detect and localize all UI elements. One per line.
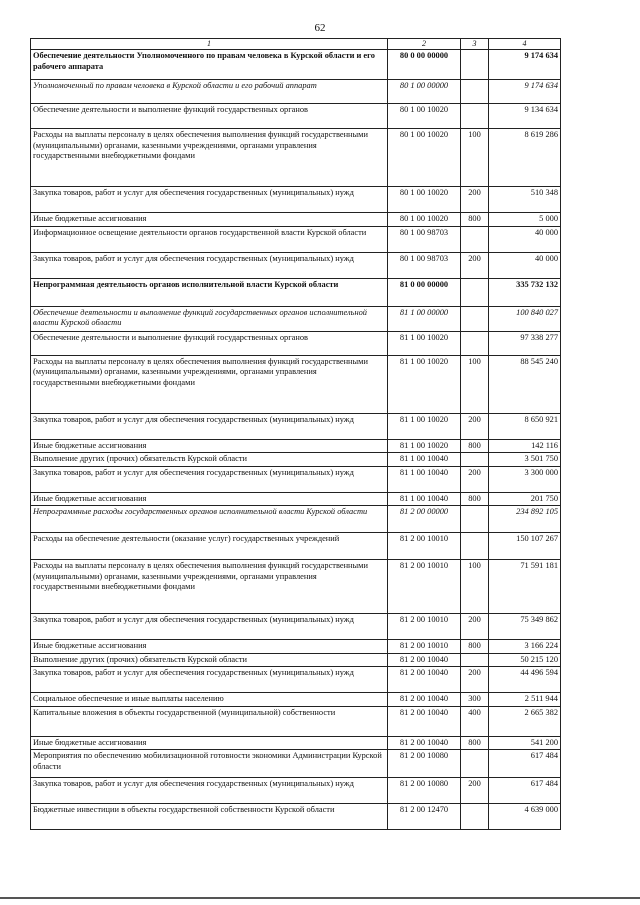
table-row — [31, 278, 561, 306]
row-code-cell: 81 1 00 10020 — [388, 413, 461, 439]
row-expense-type-cell — [461, 278, 489, 306]
row-name-cell: Обеспечение деятельности и выполнение функций государственных органов исполнительной власти Курской области — [31, 306, 388, 331]
row-code-cell: 81 1 00 10040 — [388, 492, 461, 506]
row-code-cell: 81 2 00 10010 — [388, 640, 461, 654]
row-amount-cell: 8 650 921 — [489, 413, 561, 439]
row-name-cell: Закупка товаров, работ и услуг для обеспечения государственных (муниципальных) нужд — [31, 187, 388, 213]
row-name-cell: Иные бюджетные ассигнования — [31, 640, 388, 654]
row-code-cell: 81 1 00 10040 — [388, 466, 461, 492]
row-amount-cell: 100 840 027 — [489, 306, 561, 331]
header-col-2: 2 — [388, 39, 461, 50]
row-expense-type-cell: 200 — [461, 413, 489, 439]
row-amount-cell: 5 000 — [489, 213, 561, 227]
row-expense-type-cell — [461, 50, 489, 80]
row-expense-type-cell — [461, 104, 489, 129]
row-expense-type-cell: 800 — [461, 492, 489, 506]
row-name-cell: Непрограммные расходы государственных органов исполнительной власти Курской области — [31, 506, 388, 533]
row-expense-type-cell: 800 — [461, 439, 489, 453]
row-name-cell: Капитальные вложения в объекты государственной (муниципальной) собственности — [31, 706, 388, 736]
row-amount-cell: 2 511 944 — [489, 693, 561, 707]
table-row — [31, 667, 561, 693]
table-row — [31, 80, 561, 104]
row-amount-cell: 335 732 132 — [489, 278, 561, 306]
budget-table — [30, 38, 561, 830]
table-row — [31, 560, 561, 614]
table-header-row — [31, 39, 561, 50]
row-amount-cell: 617 484 — [489, 778, 561, 804]
row-name-cell: Социальное обеспечение и иные выплаты населению — [31, 693, 388, 707]
row-code-cell: 81 2 00 10010 — [388, 533, 461, 560]
row-code-cell: 81 2 00 12470 — [388, 804, 461, 830]
table-row — [31, 104, 561, 129]
row-code-cell: 80 1 00 10020 — [388, 104, 461, 129]
row-amount-cell: 75 349 862 — [489, 614, 561, 640]
row-amount-cell: 9 134 634 — [489, 104, 561, 129]
row-expense-type-cell: 200 — [461, 667, 489, 693]
row-amount-cell: 8 619 286 — [489, 129, 561, 187]
table-row — [31, 306, 561, 331]
table-row — [31, 213, 561, 227]
row-expense-type-cell — [461, 226, 489, 252]
row-name-cell: Выполнение других (прочих) обязательств Курской области — [31, 453, 388, 467]
row-amount-cell: 234 892 105 — [489, 506, 561, 533]
row-code-cell: 80 1 00 10020 — [388, 129, 461, 187]
table-row — [31, 736, 561, 750]
table-row — [31, 413, 561, 439]
row-name-cell: Информационное освещение деятельности органов государственной власти Курской области — [31, 226, 388, 252]
row-code-cell: 80 1 00 10020 — [388, 187, 461, 213]
row-name-cell: Обеспечение деятельности Уполномоченного по правам человека в Курской области и его рабочего аппарата — [31, 50, 388, 80]
row-name-cell: Иные бюджетные ассигнования — [31, 439, 388, 453]
row-expense-type-cell — [461, 506, 489, 533]
row-expense-type-cell — [461, 533, 489, 560]
row-name-cell: Бюджетные инвестиции в объекты государственной собственности Курской области — [31, 804, 388, 830]
row-name-cell: Иные бюджетные ассигнования — [31, 736, 388, 750]
row-expense-type-cell — [461, 80, 489, 104]
table-row — [31, 50, 561, 80]
table-row — [31, 252, 561, 278]
row-expense-type-cell: 200 — [461, 466, 489, 492]
table-row — [31, 778, 561, 804]
row-expense-type-cell: 200 — [461, 252, 489, 278]
table-row — [31, 533, 561, 560]
row-amount-cell: 9 174 634 — [489, 50, 561, 80]
table-row — [31, 466, 561, 492]
row-expense-type-cell: 200 — [461, 614, 489, 640]
row-code-cell: 81 2 00 00000 — [388, 506, 461, 533]
header-col-1: 1 — [31, 39, 388, 50]
row-amount-cell: 40 000 — [489, 252, 561, 278]
row-code-cell: 81 1 00 00000 — [388, 306, 461, 331]
header-col-4: 4 — [489, 39, 561, 50]
table-row — [31, 331, 561, 355]
row-name-cell: Закупка товаров, работ и услуг для обеспечения государственных (муниципальных) нужд — [31, 466, 388, 492]
table-row — [31, 506, 561, 533]
row-expense-type-cell: 200 — [461, 778, 489, 804]
row-code-cell: 81 2 00 10040 — [388, 667, 461, 693]
table-row — [31, 653, 561, 667]
row-name-cell: Расходы на обеспечение деятельности (оказание услуг) государственных учреждений — [31, 533, 388, 560]
row-code-cell: 81 2 00 10040 — [388, 736, 461, 750]
row-code-cell: 81 1 00 10020 — [388, 439, 461, 453]
row-name-cell: Обеспечение деятельности и выполнение функций государственных органов — [31, 104, 388, 129]
table-row — [31, 640, 561, 654]
row-expense-type-cell: 100 — [461, 560, 489, 614]
row-code-cell: 80 1 00 00000 — [388, 80, 461, 104]
table-row — [31, 453, 561, 467]
row-name-cell: Закупка товаров, работ и услуг для обеспечения государственных (муниципальных) нужд — [31, 614, 388, 640]
row-expense-type-cell: 100 — [461, 129, 489, 187]
row-amount-cell: 142 116 — [489, 439, 561, 453]
row-amount-cell: 617 484 — [489, 750, 561, 778]
row-code-cell: 81 2 00 10080 — [388, 778, 461, 804]
row-name-cell: Иные бюджетные ассигнования — [31, 213, 388, 227]
row-expense-type-cell: 300 — [461, 693, 489, 707]
row-amount-cell: 88 545 240 — [489, 355, 561, 413]
table-row — [31, 750, 561, 778]
row-code-cell: 81 1 00 10020 — [388, 355, 461, 413]
row-code-cell: 81 2 00 10040 — [388, 706, 461, 736]
row-name-cell: Расходы на выплаты персоналу в целях обеспечения выполнения функций государственными (муниципальными) органами, казенными учреждениями, органами управления государственными внебюджетными фондами — [31, 129, 388, 187]
page-number: 62 — [314, 22, 326, 34]
row-name-cell: Уполномоченный по правам человека в Курской области и его рабочий аппарат — [31, 80, 388, 104]
row-expense-type-cell — [461, 804, 489, 830]
row-code-cell: 81 1 00 10040 — [388, 453, 461, 467]
row-code-cell: 81 2 00 10010 — [388, 614, 461, 640]
row-name-cell: Закупка товаров, работ и услуг для обеспечения государственных (муниципальных) нужд — [31, 667, 388, 693]
row-code-cell: 80 1 00 10020 — [388, 213, 461, 227]
table-row — [31, 614, 561, 640]
row-amount-cell: 3 166 224 — [489, 640, 561, 654]
table-row — [31, 187, 561, 213]
row-code-cell: 81 2 00 10040 — [388, 653, 461, 667]
table-row — [31, 226, 561, 252]
row-amount-cell: 150 107 267 — [489, 533, 561, 560]
row-amount-cell: 40 000 — [489, 226, 561, 252]
table-row — [31, 693, 561, 707]
row-code-cell: 80 0 00 00000 — [388, 50, 461, 80]
row-amount-cell: 3 501 750 — [489, 453, 561, 467]
row-code-cell: 81 0 00 00000 — [388, 278, 461, 306]
row-expense-type-cell: 200 — [461, 187, 489, 213]
row-amount-cell: 97 338 277 — [489, 331, 561, 355]
row-name-cell: Иные бюджетные ассигнования — [31, 492, 388, 506]
row-name-cell: Непрограммная деятельность органов исполнительной власти Курской области — [31, 278, 388, 306]
row-code-cell: 80 1 00 98703 — [388, 252, 461, 278]
row-code-cell: 81 2 00 10010 — [388, 560, 461, 614]
bottom-border-line — [0, 897, 640, 899]
table-row — [31, 439, 561, 453]
row-code-cell: 81 2 00 10080 — [388, 750, 461, 778]
row-expense-type-cell: 800 — [461, 640, 489, 654]
row-expense-type-cell: 400 — [461, 706, 489, 736]
row-name-cell: Обеспечение деятельности и выполнение функций государственных органов — [31, 331, 388, 355]
table-row — [31, 129, 561, 187]
row-amount-cell: 201 750 — [489, 492, 561, 506]
row-code-cell: 81 1 00 10020 — [388, 331, 461, 355]
row-expense-type-cell — [461, 453, 489, 467]
row-amount-cell: 50 215 120 — [489, 653, 561, 667]
table-row — [31, 804, 561, 830]
row-amount-cell: 71 591 181 — [489, 560, 561, 614]
row-name-cell: Закупка товаров, работ и услуг для обеспечения государственных (муниципальных) нужд — [31, 413, 388, 439]
row-amount-cell: 510 348 — [489, 187, 561, 213]
row-amount-cell: 44 496 594 — [489, 667, 561, 693]
row-expense-type-cell — [461, 653, 489, 667]
row-name-cell: Расходы на выплаты персоналу в целях обеспечения выполнения функций государственными (муниципальными) органами, казенными учреждениями, органами управления государственными внебюджетными фондами — [31, 560, 388, 614]
row-name-cell: Расходы на выплаты персоналу в целях обеспечения выполнения функций государственными (муниципальными) органами, казенными учреждениями, органами управления государственными внебюджетными фондами — [31, 355, 388, 413]
row-expense-type-cell — [461, 331, 489, 355]
row-code-cell: 81 2 00 10040 — [388, 693, 461, 707]
row-amount-cell: 4 639 000 — [489, 804, 561, 830]
row-expense-type-cell: 800 — [461, 736, 489, 750]
table-row — [31, 492, 561, 506]
table-row — [31, 706, 561, 736]
header-col-3: 3 — [461, 39, 489, 50]
row-name-cell: Выполнение других (прочих) обязательств Курской области — [31, 653, 388, 667]
row-name-cell: Закупка товаров, работ и услуг для обеспечения государственных (муниципальных) нужд — [31, 778, 388, 804]
row-amount-cell: 9 174 634 — [489, 80, 561, 104]
row-name-cell: Мероприятия по обеспечению мобилизационной готовности экономики Администрации Курской области — [31, 750, 388, 778]
row-name-cell: Закупка товаров, работ и услуг для обеспечения государственных (муниципальных) нужд — [31, 252, 388, 278]
row-amount-cell: 3 300 000 — [489, 466, 561, 492]
row-expense-type-cell: 100 — [461, 355, 489, 413]
row-expense-type-cell — [461, 750, 489, 778]
table-row — [31, 355, 561, 413]
row-amount-cell: 2 665 382 — [489, 706, 561, 736]
row-code-cell: 80 1 00 98703 — [388, 226, 461, 252]
row-expense-type-cell — [461, 306, 489, 331]
row-expense-type-cell: 800 — [461, 213, 489, 227]
row-amount-cell: 541 200 — [489, 736, 561, 750]
